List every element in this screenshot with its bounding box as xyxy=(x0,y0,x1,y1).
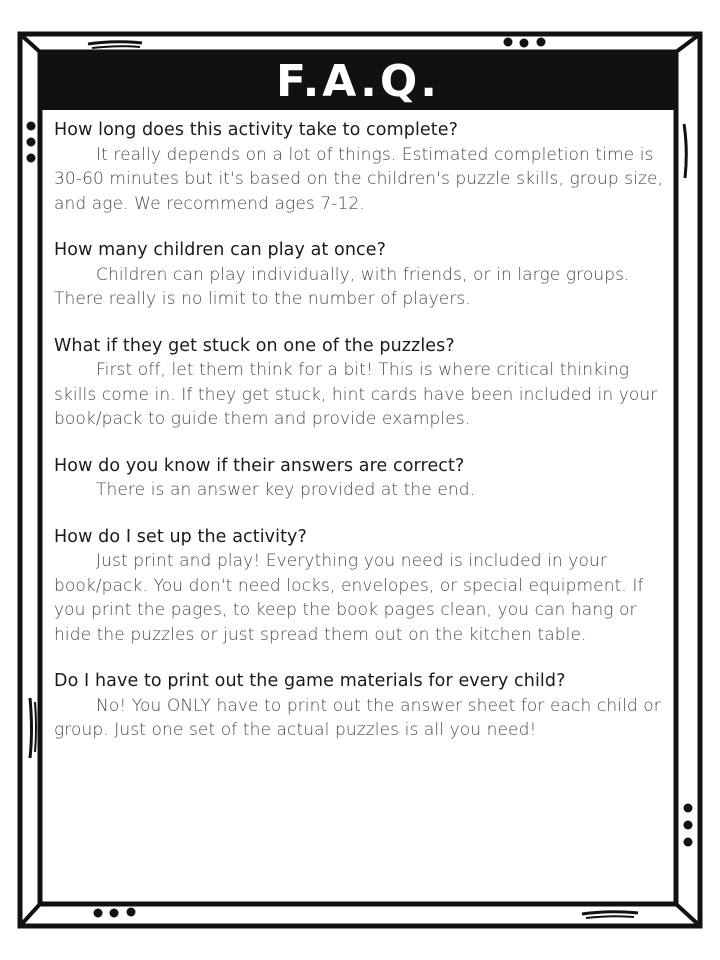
faq-question: Do I have to print out the game materials for every child? xyxy=(54,671,566,691)
faq-item xyxy=(54,454,666,503)
doodle-dot xyxy=(684,821,693,830)
doodle-dot xyxy=(27,154,36,163)
doodle-dot xyxy=(94,909,103,918)
doodle-dash xyxy=(684,124,686,178)
faq-item xyxy=(54,525,666,648)
frame-corner-line xyxy=(676,34,700,52)
faq-question: What if they get stuck on one of the puzzles? xyxy=(54,335,455,356)
faq-answer: Just print and play! Everything you need is included in your book/pack. You don't need locks, envelopes, or special equipment. If you print the pages, to keep the book pages clean, you can hang or hide the puzzles or just spread them out on the kitchen table. xyxy=(54,551,644,645)
frame-corner-line xyxy=(20,904,40,926)
doodle-dot xyxy=(27,138,36,147)
faq-item xyxy=(54,238,666,312)
doodle-dot xyxy=(684,838,693,847)
title-banner xyxy=(40,52,676,110)
doodle-dot xyxy=(520,39,529,48)
doodle-dash xyxy=(35,702,36,752)
faq-answer: It really depends on a lot of things. Estimated completion time is 30-60 minutes but it's based on the children's puzzle skills, group size, and age. We recommend ages 7-12. xyxy=(54,144,664,214)
faq-answer: First off, let them think for a bit! This is where critical thinking skills come in. If they get stuck, hint cards have been included in your book/pack to guide them and provide examples. xyxy=(54,360,658,429)
faq-question: How many children can play at once? xyxy=(54,240,387,260)
faq-list xyxy=(54,118,666,765)
faq-question: How long does this activity take to complete? xyxy=(54,120,458,140)
doodle-dot xyxy=(110,909,119,918)
doodle-dot xyxy=(504,38,513,47)
doodle-dash xyxy=(92,46,140,48)
doodle-dot xyxy=(127,908,136,917)
doodle-dash xyxy=(88,42,142,44)
doodle-dot xyxy=(27,122,36,131)
faq-item xyxy=(54,334,666,432)
faq-answer: Children can play individually, with friends, or in large groups. There really is no limit to the number of players. xyxy=(54,264,630,309)
frame-corner-line xyxy=(20,34,40,52)
frame-corner-line xyxy=(676,904,700,926)
doodle-dash xyxy=(30,698,32,758)
faq-item xyxy=(54,118,666,216)
doodle-dot xyxy=(537,38,546,47)
faq-answer: There is an answer key provided at the end. xyxy=(96,480,476,500)
faq-item xyxy=(54,669,666,743)
page-title: F.A.Q. xyxy=(275,55,440,107)
doodle-dot xyxy=(684,804,693,813)
faq-answer: No! You ONLY have to print out the answer sheet for each child or group. Just one set of the actual puzzles is all you need! xyxy=(54,695,661,740)
faq-question: How do I set up the activity? xyxy=(54,526,307,547)
faq-question: How do you know if their answers are correct? xyxy=(54,455,465,476)
doodle-dash xyxy=(582,912,638,914)
doodle-dash xyxy=(586,916,634,918)
